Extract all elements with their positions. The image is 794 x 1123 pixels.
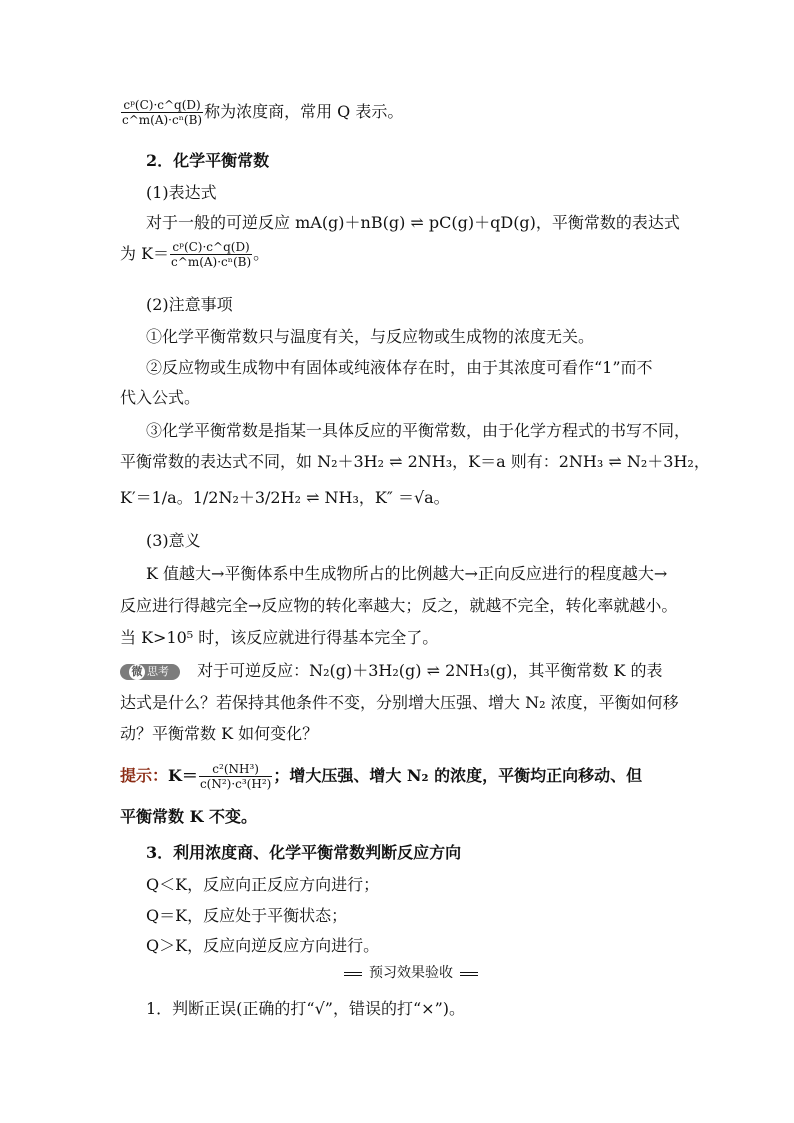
think-badge <box>120 664 180 680</box>
fraction-denominator: c(N²)·c³(H²) <box>199 777 272 791</box>
meaning-line-2: 反应进行得越完全→反应物的转化率越大；反之，就越不完全，转化率就越小。 <box>120 596 678 615</box>
fraction-denominator: c^m(A)·cⁿ(B) <box>122 113 203 127</box>
section-bar-right <box>460 972 478 976</box>
hint-line-2: 平衡常数 K 不变。 <box>120 807 258 826</box>
subheading-expression: (1)表达式 <box>146 183 217 202</box>
note-3-line-3: K′＝1/a。1/2N₂＋3/2H₂ ⇌ NH₃，K″ ＝√a。 <box>120 488 450 507</box>
condition-1: Q＜K，反应向正反应方向进行； <box>146 875 380 894</box>
concentration-quotient-fraction <box>121 98 203 127</box>
paragraph-reversible-reaction: 对于一般的可逆反应 mA(g)＋nB(g) ⇌ pC(g)＋qD(g)，平衡常数的表达式 <box>146 213 680 232</box>
note-3-line-2: 平衡常数的表达式不同，如 N₂＋3H₂ ⇌ 2NH₃，K＝a 则有：2NH₃ ⇌ N₂＋3H₂， <box>120 452 710 471</box>
k-expression-line <box>120 240 680 269</box>
condition-3: Q＞K，反应向逆反应方向进行。 <box>146 936 380 955</box>
k-expression-tail: 。 <box>253 244 270 263</box>
condition-2: Q＝K，反应处于平衡状态； <box>146 906 348 925</box>
badge-label: 思考 <box>147 664 169 678</box>
k-expression-head: 为 K＝ <box>120 244 170 263</box>
heading-direction: 3．利用浓度商、化学平衡常数判断反应方向 <box>146 843 462 862</box>
think-question-text: 对于可逆反应：N₂(g)＋3H₂(g) ⇌ 2NH₃(g)，其平衡常数 K 的表 <box>197 661 663 680</box>
fraction-denominator: c^m(A)·cⁿ(B) <box>171 255 252 269</box>
section-title-preview-check <box>346 964 476 982</box>
think-question-line-2: 达式是什么？若保持其他条件不变，分别增大压强、增大 N₂ 浓度，平衡如何移 <box>120 693 679 712</box>
hint-text: ；增大压强、增大 N₂ 的浓度，平衡均正向移动、但 <box>273 766 643 785</box>
think-question-line-3: 动？平衡常数 K 如何变化？ <box>120 724 319 743</box>
note-1: ①化学平衡常数只与温度有关，与反应物或生成物的浓度无关。 <box>146 327 595 346</box>
subheading-notes: (2)注意事项 <box>146 295 233 314</box>
hint-k-head: K＝ <box>168 766 198 785</box>
meaning-line-1: K 值越大→平衡体系中生成物所占的比例越大→正向反应进行的程度越大→ <box>146 564 668 583</box>
fraction-numerator: cᵖ(C)·c^q(D) <box>121 98 203 113</box>
meaning-line-3: 当 K>10⁵ 时，该反应就进行得基本完全了。 <box>120 628 439 647</box>
fraction-numerator: c²(NH³) <box>199 762 272 777</box>
section-title-text: 预习效果验收 <box>369 965 453 981</box>
hint-fraction <box>199 762 272 791</box>
quotient-definition-line <box>120 98 680 127</box>
heading-equilibrium-constant: 2．化学平衡常数 <box>146 151 270 170</box>
fraction-numerator: cᵖ(C)·c^q(D) <box>170 240 252 255</box>
subheading-meaning: (3)意义 <box>146 531 201 550</box>
note-2-line-2: 代入公式。 <box>120 388 201 407</box>
note-2-line-1: ②反应物或生成物中有固体或纯液体存在时，由于其浓度可看作“1”而不 <box>146 358 653 377</box>
think-question-line-1 <box>120 660 680 682</box>
hint-line-1 <box>120 762 680 791</box>
note-3-line-1: ③化学平衡常数是指某一具体反应的平衡常数，由于化学方程式的书写不同， <box>146 421 691 440</box>
hint-label: 提示： <box>120 766 169 785</box>
badge-glyph: 微 <box>129 664 145 680</box>
k-expression-fraction <box>170 240 252 269</box>
quotient-definition-text: 称为浓度商，常用 Q 表示。 <box>204 102 404 121</box>
exercise-1: 1．判断正误(正确的打“√”，错误的打“×”)。 <box>146 999 465 1018</box>
section-bar-left <box>344 972 362 976</box>
